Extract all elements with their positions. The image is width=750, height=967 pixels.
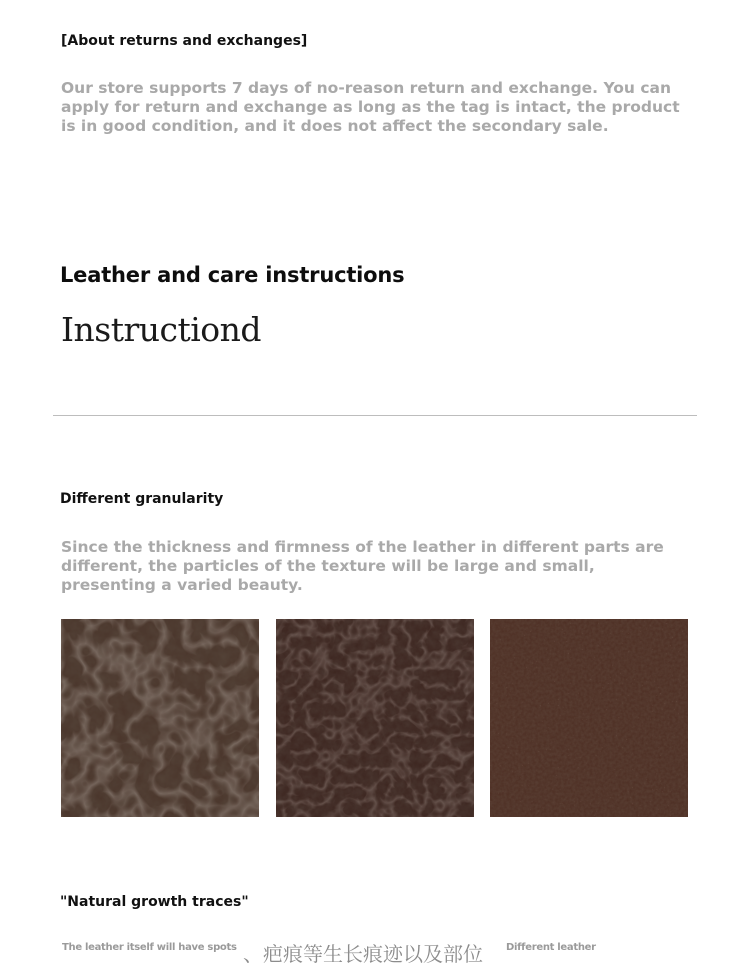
returns-body: Our store supports 7 days of no-reason return and exchange. You can apply for return and exchange as long as the tag is intact, the product is in good condition, and it does not affect the secondary sale. bbox=[61, 79, 680, 135]
granularity-body: Since the thickness and firmness of the leather in different parts are different, the particles of the texture will be large and small, presenting a varied beauty. bbox=[61, 538, 664, 594]
leather-swatch-1 bbox=[61, 619, 259, 817]
growth-middle-text: 、疤痕等生长痕迹以及部位 bbox=[243, 942, 483, 966]
leather-swatch-3 bbox=[490, 619, 688, 817]
care-title: Leather and care instructions bbox=[60, 263, 405, 287]
care-subtitle: Instructiond bbox=[61, 310, 262, 349]
section-divider bbox=[53, 415, 697, 416]
leather-swatch-2 bbox=[276, 619, 474, 817]
growth-right-caption: Different leather bbox=[506, 942, 596, 953]
granularity-heading: Different granularity bbox=[60, 491, 224, 507]
growth-left-caption: The leather itself will have spots bbox=[62, 942, 237, 953]
returns-heading: [About returns and exchanges] bbox=[61, 33, 308, 49]
growth-heading: "Natural growth traces" bbox=[60, 894, 249, 910]
